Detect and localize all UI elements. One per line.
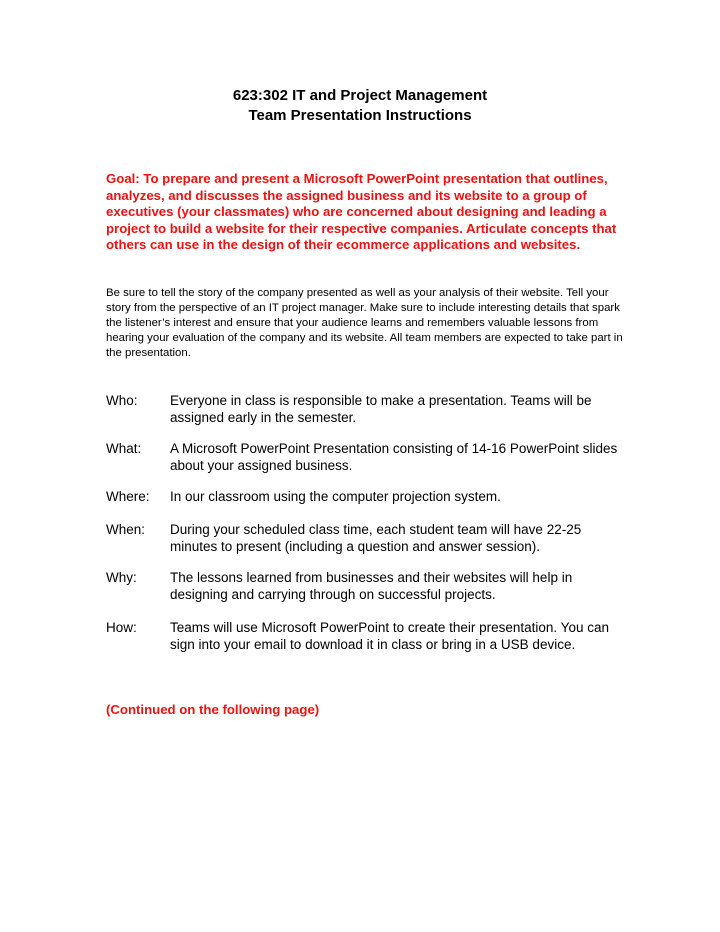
goal-paragraph: Goal: To prepare and present a Microsoft PowerPoint presentation that outlines, analyzes, and discusses the assigned business and its website to a group of executives (your classmates) who are concerned about designing and leading a project to build a website for their respective companies. Articulate concepts that others can use in the design of their ecommerce applications and websites. — [106, 171, 617, 252]
document-title: 623:302 IT and Project Management — [232, 87, 488, 104]
what-text: A Microsoft PowerPoint Presentation consisting of 14-16 PowerPoint slides about your assigned business. — [170, 441, 618, 473]
what-item — [106, 441, 626, 474]
continued-note: (Continued on the following page) — [106, 702, 320, 717]
why-label: Why: — [106, 570, 137, 585]
why-text: The lessons learned from businesses and their websites will help in designing and carrying through on successful projects. — [170, 570, 573, 602]
where-text: In our classroom using the computer projection system. — [170, 489, 501, 504]
when-item — [106, 522, 626, 555]
who-label: Who: — [106, 393, 138, 408]
how-label: How: — [106, 620, 137, 635]
document-subtitle: Team Presentation Instructions — [248, 107, 472, 124]
how-item — [106, 620, 626, 653]
what-label: What: — [106, 441, 142, 456]
where-item — [106, 489, 626, 506]
why-item — [106, 570, 626, 603]
when-label: When: — [106, 522, 146, 537]
intro-paragraph: Be sure to tell the story of the company presented as well as your analysis of their website. Tell your story from the perspective of an IT project manager. Make sure to include interesting details that spark the listener’s interest and ensure that your audience learns and remembers valuable lessons from hearing your evaluation of the company and its website. All team members are expected to take part in the presentation. — [106, 287, 623, 359]
who-text: Everyone in class is responsible to make a presentation. Teams will be assigned early in the semester. — [170, 393, 592, 425]
how-text: Teams will use Microsoft PowerPoint to create their presentation. You can sign into your email to download it in class or bring in a USB device. — [170, 620, 609, 652]
where-label: Where: — [106, 489, 150, 504]
who-item — [106, 393, 626, 426]
when-text: During your scheduled class time, each student team will have 22-25 minutes to present (including a question and answer session). — [170, 522, 582, 554]
